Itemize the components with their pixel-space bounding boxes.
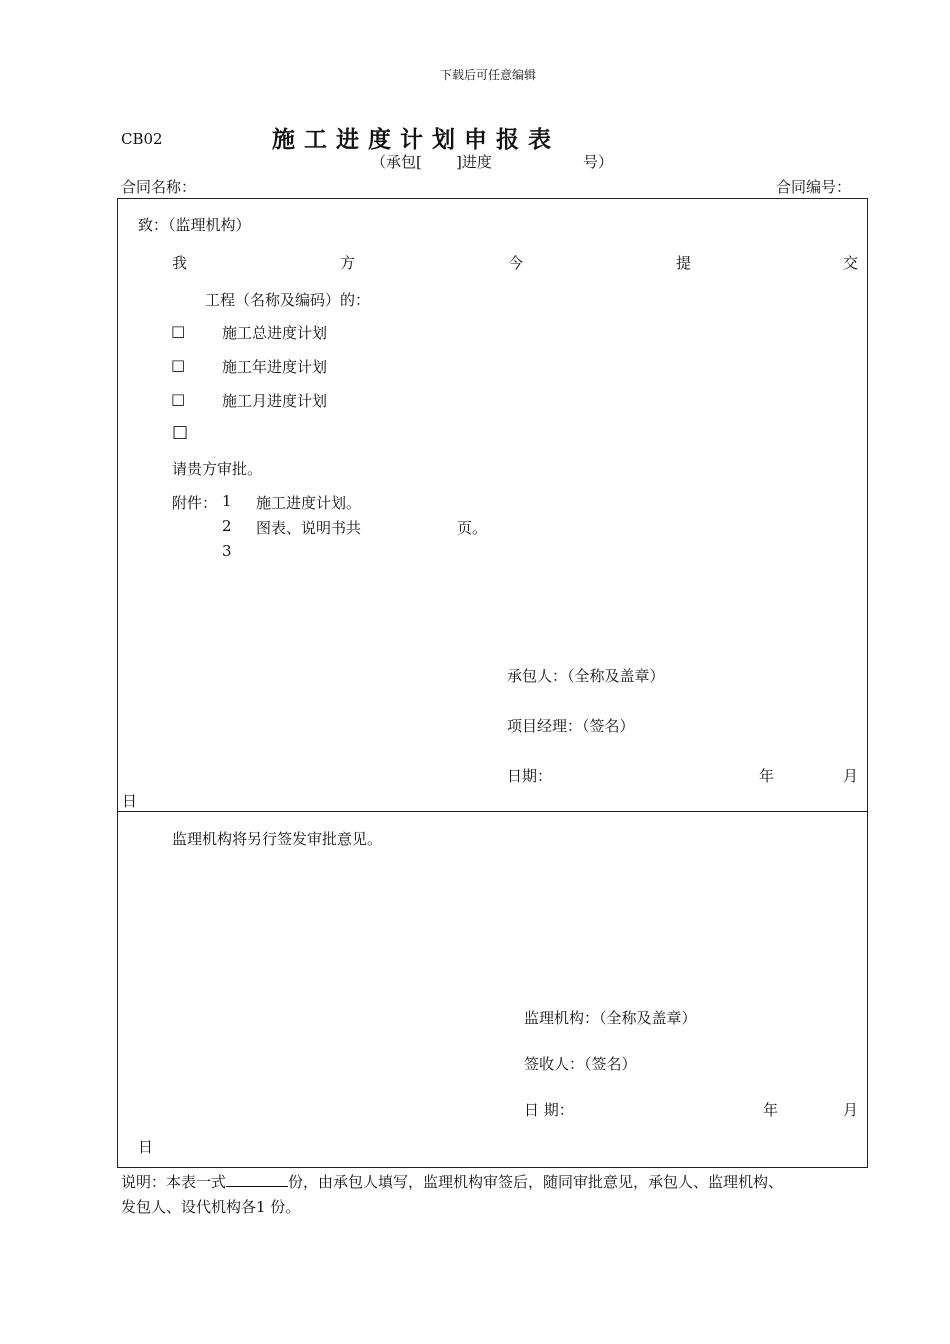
- submit-word-3: 今: [508, 254, 524, 272]
- date-label-2: 日 期：: [524, 1101, 574, 1119]
- attachment-2-text: 图表、说明书共: [256, 519, 362, 537]
- subtitle-left: （承包[: [371, 153, 422, 171]
- form-title: 施工进度计划申报表: [272, 126, 560, 153]
- year-label-2: 年: [763, 1101, 779, 1119]
- footer-note-part1: 说明：本表一式: [121, 1173, 227, 1191]
- checkbox-master-plan[interactable]: □: [171, 322, 186, 340]
- footer-note-part2: 份，由承包人填写，监理机构审签后，随同审批意见，承包人、监理机构、: [288, 1173, 784, 1191]
- manager-signature: 项目经理：（签名）: [507, 717, 635, 735]
- checkbox-monthly-plan[interactable]: □: [171, 390, 186, 408]
- top-note: 下载后可任意编辑: [440, 68, 537, 82]
- submit-word-1: 我: [172, 254, 188, 272]
- subtitle-right: 号）: [583, 153, 614, 171]
- form-table: [117, 198, 868, 1168]
- request-text: 请贵方审批。: [172, 460, 263, 478]
- checkbox-annual-plan[interactable]: □: [171, 356, 186, 374]
- year-label-1: 年: [759, 767, 775, 785]
- attachment-3-no: 3: [222, 542, 232, 560]
- project-line: 工程（名称及编码）的：: [205, 291, 371, 309]
- subtitle-mid: ]进度: [456, 153, 492, 171]
- day-label-1: 日: [122, 792, 138, 810]
- contractor-signature: 承包人：（全称及盖章）: [507, 667, 665, 685]
- receiver-signature: 签收人：（签名）: [524, 1055, 637, 1073]
- month-label-1: 月: [843, 767, 859, 785]
- option-master-plan: 施工总进度计划: [222, 324, 328, 342]
- date-label-1: 日期：: [507, 767, 553, 785]
- option-annual-plan: 施工年进度计划: [222, 358, 328, 376]
- contract-no-label: 合同编号：: [776, 178, 852, 196]
- day-label-2: 日: [138, 1138, 154, 1156]
- footer-note-line1: [121, 1171, 783, 1192]
- attachment-1-no: 1: [222, 492, 232, 510]
- footer-note-line2: 发包人、设代机构各1 份。: [121, 1198, 301, 1216]
- submit-word-2: 方: [340, 254, 356, 272]
- checkbox-other[interactable]: □: [172, 422, 189, 442]
- attachment-1-text: 施工进度计划。: [256, 494, 362, 512]
- contract-name-label: 合同名称：: [121, 178, 197, 196]
- month-label-2: 月: [843, 1101, 859, 1119]
- attachment-2-tail: 页。: [457, 519, 488, 537]
- supervisor-signature: 监理机构：（全称及盖章）: [524, 1009, 697, 1027]
- option-monthly-plan: 施工月进度计划: [222, 392, 328, 410]
- attachment-label: 附件：: [172, 494, 218, 512]
- submit-word-5: 交: [843, 254, 859, 272]
- addressee: 致：（监理机构）: [138, 216, 251, 234]
- submit-word-4: 提: [676, 254, 692, 272]
- copies-blank: [226, 1173, 288, 1187]
- section-divider: [117, 811, 868, 812]
- attachment-2-no: 2: [222, 517, 232, 535]
- form-code: CB02: [121, 130, 163, 148]
- supervisor-opinion: 监理机构将另行签发审批意见。: [172, 830, 383, 848]
